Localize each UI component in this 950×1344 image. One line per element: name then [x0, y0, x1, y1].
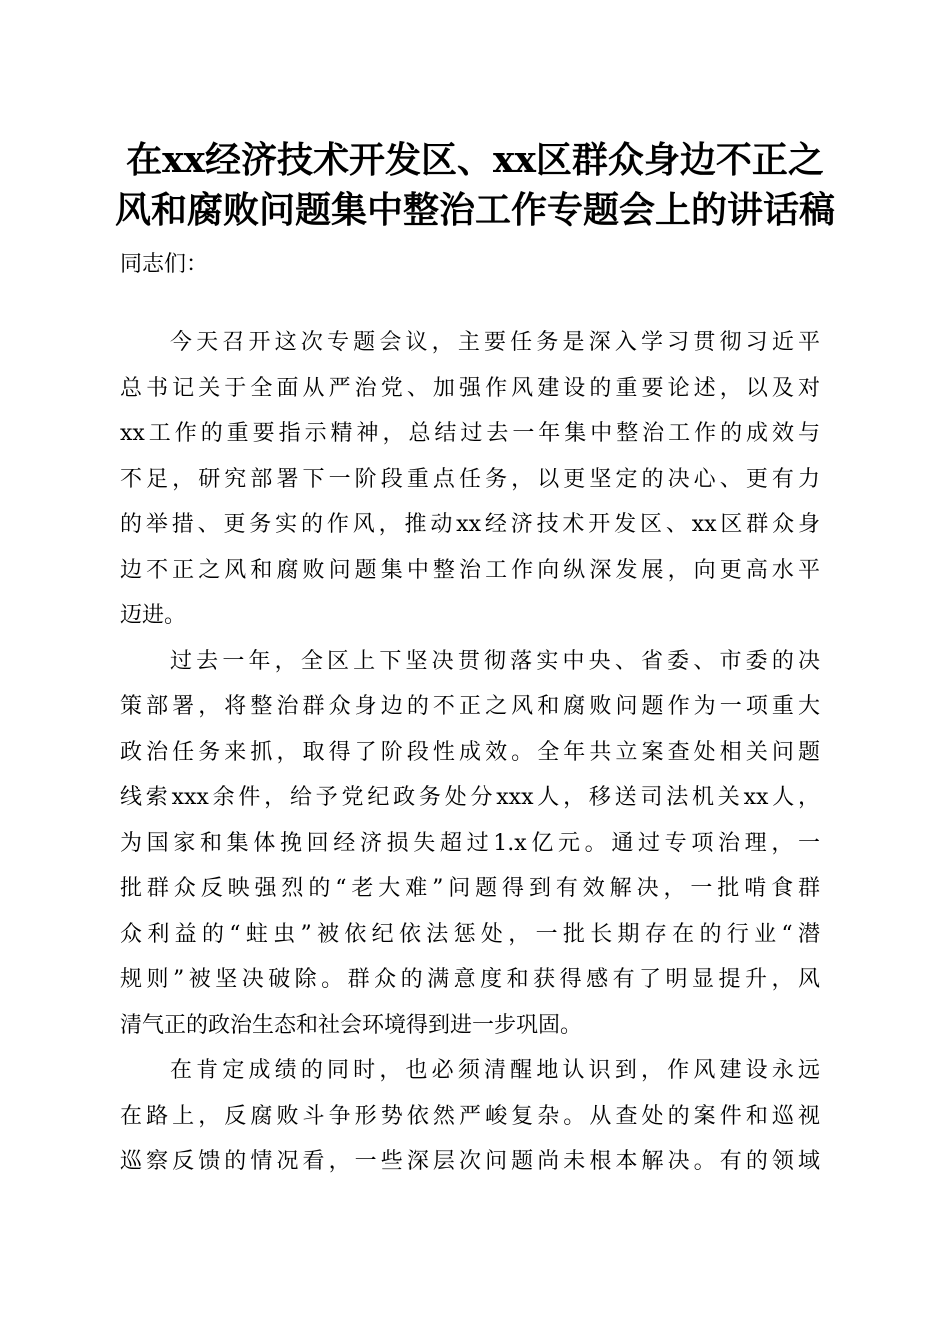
document-title	[110, 135, 840, 235]
paragraph-2-line-7: 众利益的“蛀虫”被依纪依法惩处，一批长期存在的行业“潜	[120, 922, 820, 947]
paragraph-2-line-1: 过去一年，全区上下坚决贯彻落实中央、省委、市委的决	[170, 649, 820, 674]
paragraph-1-line-6: 边不正之风和腐败问题集中整治工作向纵深发展，向更高水平	[120, 558, 820, 583]
paragraph-2-line-5: 为国家和集体挽回经济损失超过1.x亿元。通过专项治理，一	[120, 831, 820, 856]
salutation: 同志们：	[120, 252, 209, 277]
title-line-1: 在xx经济技术开发区、xx区群众身边不正之	[126, 139, 824, 181]
paragraph-2-line-2: 策部署，将整治群众身边的不正之风和腐败问题作为一项重大	[120, 694, 820, 719]
paragraph-1-line-4: 不足，研究部署下一阶段重点任务，以更坚定的决心、更有力	[120, 467, 820, 492]
paragraph-1-line-3: xx工作的重要指示精神，总结过去一年集中整治工作的成效与	[120, 421, 820, 446]
paragraph-2-line-3: 政治任务来抓，取得了阶段性成效。全年共立案查处相关问题	[120, 740, 820, 765]
paragraph-1-line-1: 今天召开这次专题会议，主要任务是深入学习贯彻习近平	[170, 330, 820, 355]
paragraph-3-line-2: 在路上，反腐败斗争形势依然严峻复杂。从查处的案件和巡视	[120, 1104, 820, 1129]
paragraph-1-line-7: 迈进。	[120, 603, 187, 628]
paragraph-2-line-8: 规则”被坚决破除。群众的满意度和获得感有了明显提升，风	[120, 967, 820, 992]
title-line-2: 风和腐败问题集中整治工作专题会上的讲话稿	[114, 189, 835, 231]
paragraph-2-line-6: 批群众反映强烈的“老大难”问题得到有效解决，一批啃食群	[120, 876, 820, 901]
paragraph-1-line-5: 的举措、更务实的作风，推动xx经济技术开发区、xx区群众身	[120, 512, 820, 537]
paragraph-3-line-1: 在肯定成绩的同时，也必须清醒地认识到，作风建设永远	[170, 1058, 820, 1083]
paragraph-1-line-2: 总书记关于全面从严治党、加强作风建设的重要论述，以及对	[120, 376, 820, 401]
paragraph-3-line-3: 巡察反馈的情况看，一些深层次问题尚未根本解决。有的领域	[120, 1149, 820, 1174]
paragraph-2-line-9: 清气正的政治生态和社会环境得到进一步巩固。	[120, 1013, 583, 1038]
paragraph-2-line-4: 线索xxx余件，给予党纪政务处分xxx人，移送司法机关xx人，	[120, 785, 820, 810]
